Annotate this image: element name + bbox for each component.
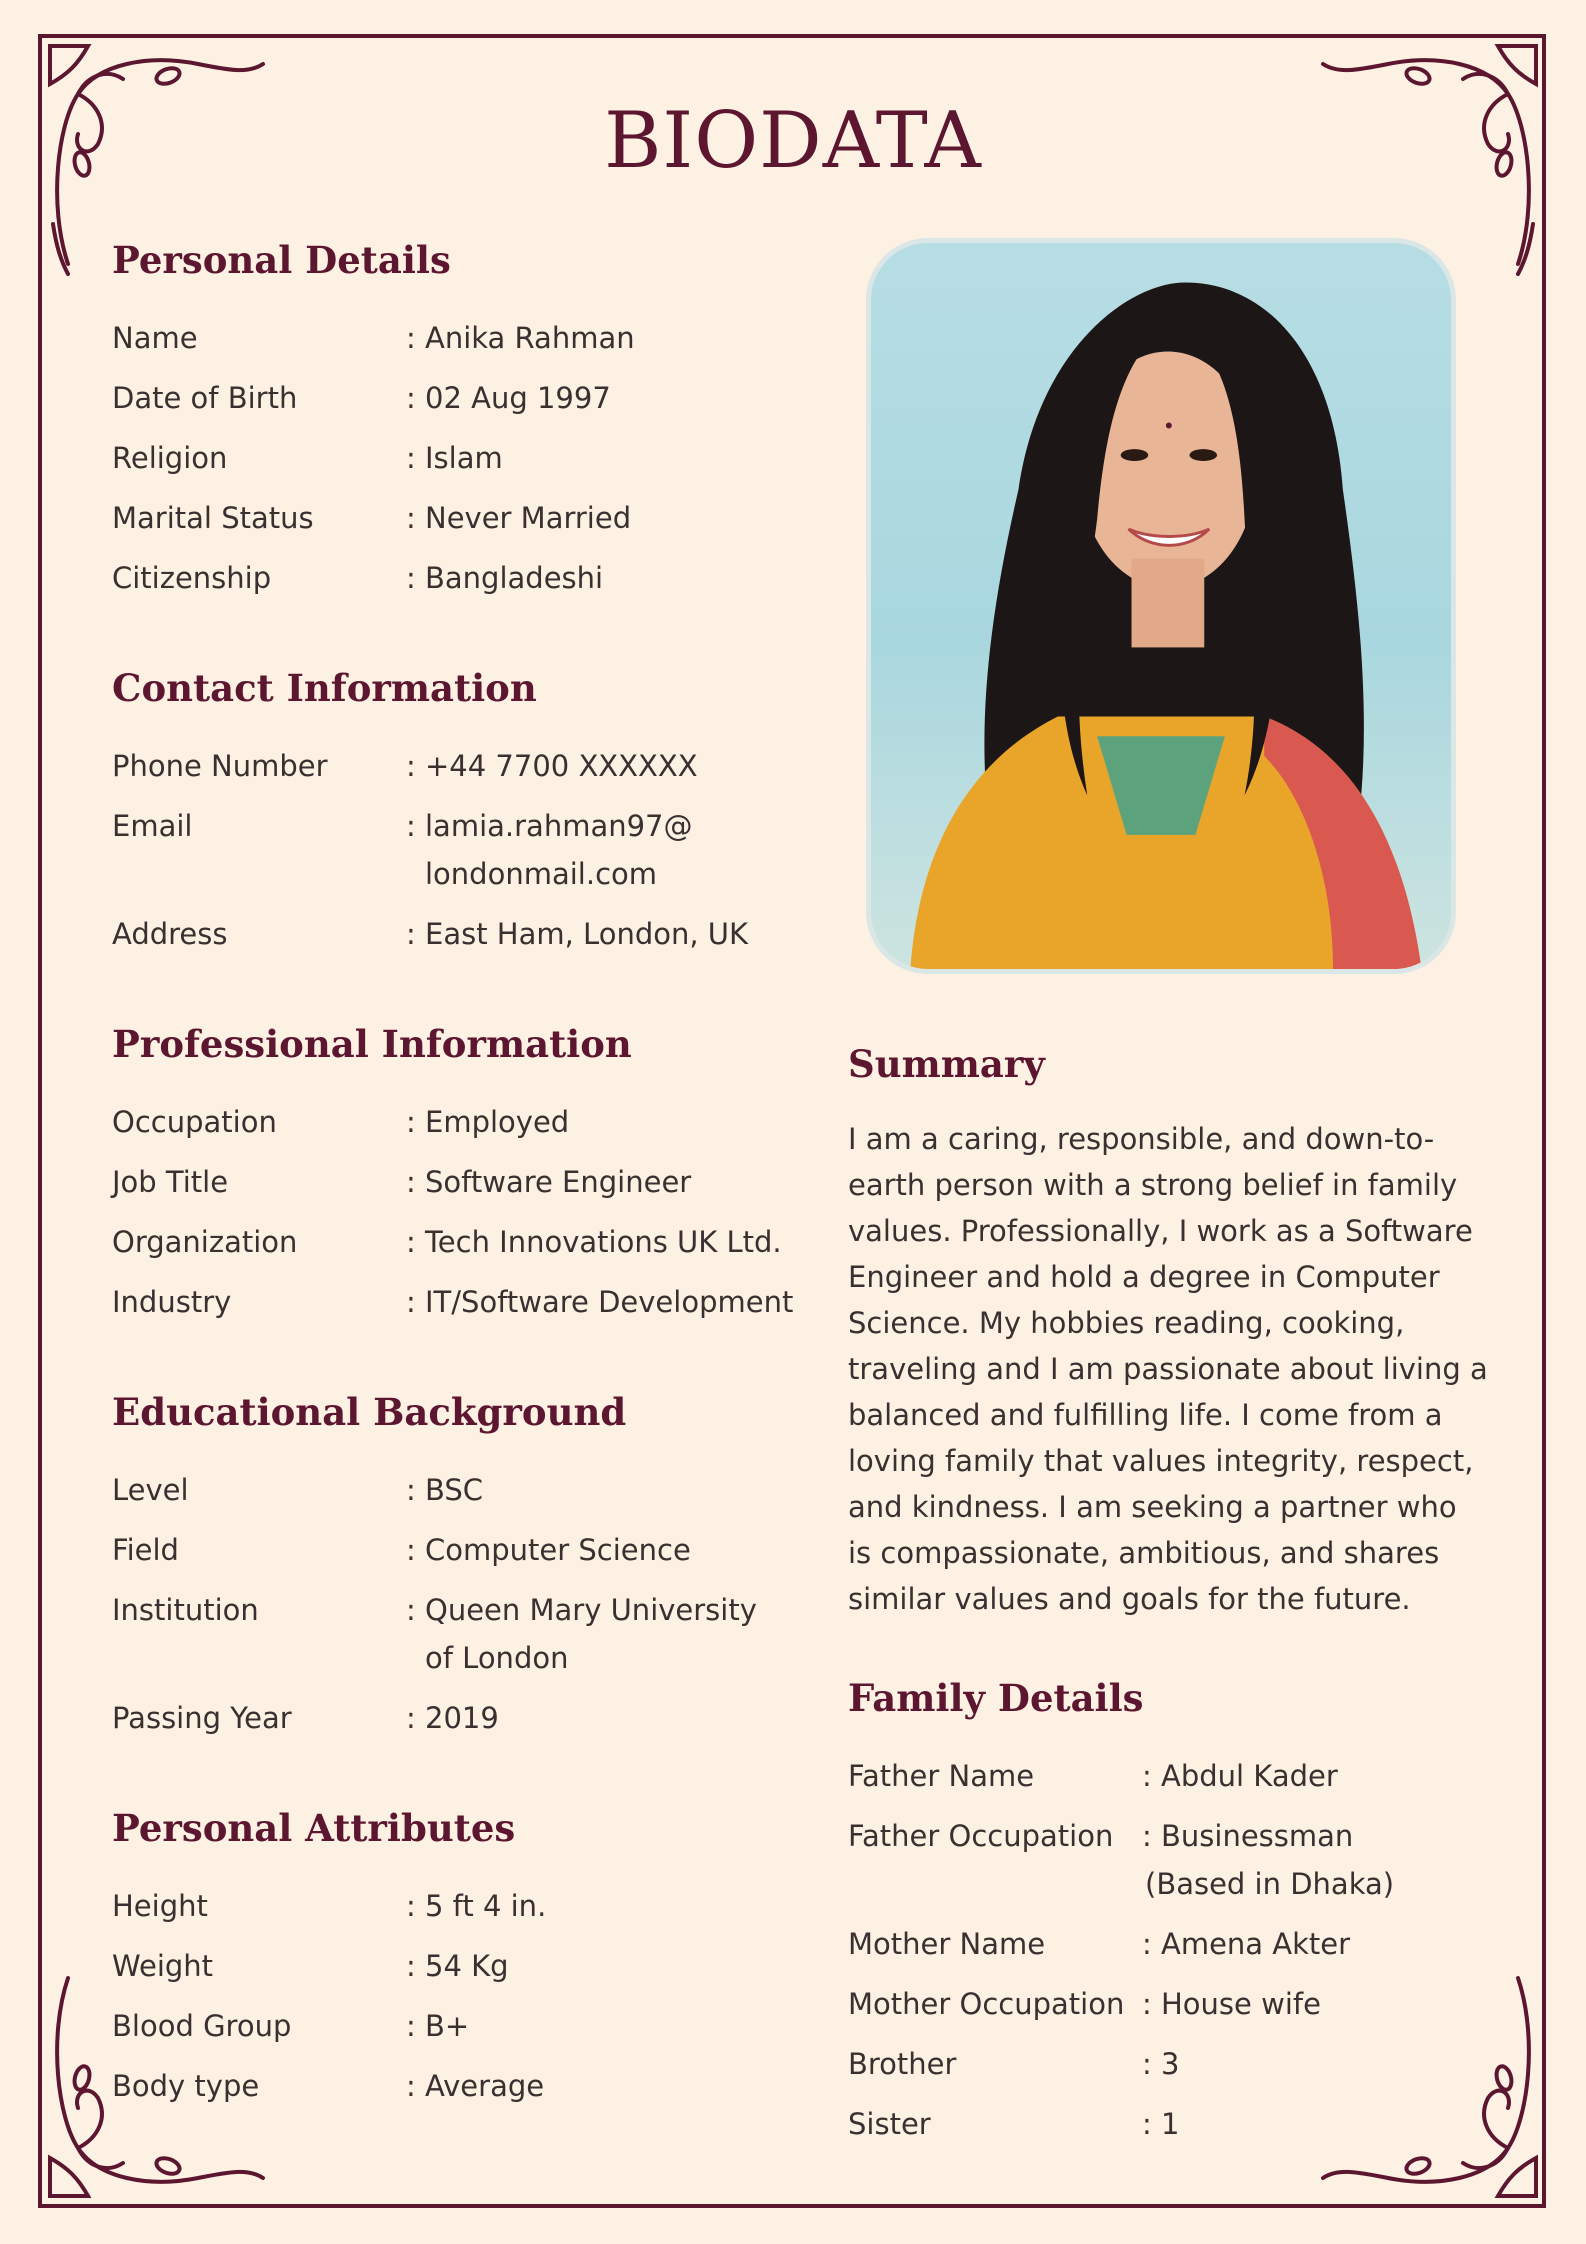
row-value: : BSC (406, 1466, 483, 1514)
row-label: Marital Status (112, 501, 314, 535)
institution-value-line2: of London (425, 1641, 569, 1675)
row-label: Sister (848, 2107, 931, 2141)
contact-information-heading: Contact Information (112, 666, 537, 710)
row-label: Date of Birth (112, 381, 298, 415)
row-label: Job Title (112, 1165, 229, 1199)
row-label: Name (112, 321, 198, 355)
row-value: : Bangladeshi (406, 554, 603, 602)
email-value: : lamia.rahman97@ (406, 802, 693, 850)
row-label: Body type (112, 2069, 260, 2103)
row-label: Mother Occupation (848, 1987, 1125, 2021)
row-value: : +44 7700 XXXXXX (406, 742, 698, 790)
row-value: : Software Engineer (406, 1158, 691, 1206)
summary-heading: Summary (848, 1042, 1045, 1086)
row-label: Industry (112, 1285, 232, 1319)
row-label: Email (112, 809, 193, 843)
row-value: : 2019 (406, 1694, 499, 1742)
row-label: Weight (112, 1949, 214, 1983)
row-value: : Employed (406, 1098, 569, 1146)
row-value: : 5 ft 4 in. (406, 1882, 546, 1930)
corner-ornament-bottom-right (1288, 1948, 1548, 2208)
educational-background-heading: Educational Background (112, 1390, 627, 1434)
row-label: Level (112, 1473, 189, 1507)
row-value: : B+ (406, 2002, 469, 2050)
row-value: : IT/Software Development (406, 1278, 793, 1326)
row-label: Father Name (848, 1759, 1035, 1793)
row-value: : Islam (406, 434, 503, 482)
row-label: Height (112, 1889, 208, 1923)
profile-photo (866, 238, 1456, 974)
row-label: Field (112, 1533, 179, 1567)
row-label: Occupation (112, 1105, 277, 1139)
row-value: : Computer Science (406, 1526, 691, 1574)
row-label: Mother Name (848, 1927, 1046, 1961)
row-value: : 3 (1142, 2040, 1179, 2088)
row-value: : East Ham, London, UK (406, 910, 748, 958)
professional-information-heading: Professional Information (112, 1022, 632, 1066)
row-label: Institution (112, 1593, 259, 1627)
summary-text: I am a caring, responsible, and down-to-earth person with a strong belief in family values. Professionally, I work as a Software Engineer and hold a degree in Computer Science. My hobbies reading, cooking, traveling and I am passionate about living a balanced and fulfilling life. I come from a loving family that values integrity, respect, and kindness. I am seeking a partner who is compassionate, ambitious, and shares similar values and goals for the future. (848, 1122, 1488, 1616)
row-label: Phone Number (112, 749, 328, 783)
row-label: Religion (112, 441, 228, 475)
row-value: : 02 Aug 1997 (406, 374, 611, 422)
personal-attributes-heading: Personal Attributes (112, 1806, 516, 1850)
row-value: : Average (406, 2062, 544, 2110)
row-label: Citizenship (112, 561, 272, 595)
row-label: Passing Year (112, 1701, 292, 1735)
row-value: : Never Married (406, 494, 631, 542)
row-value: : Tech Innovations UK Ltd. (406, 1218, 782, 1266)
personal-details-heading: Personal Details (112, 238, 451, 282)
row-value: : 54 Kg (406, 1942, 509, 1990)
row-label: Blood Group (112, 2009, 292, 2043)
row-label: Father Occupation (848, 1819, 1114, 1853)
row-label: Brother (848, 2047, 957, 2081)
family-details-heading: Family Details (848, 1676, 1144, 1720)
row-value: : House wife (1142, 1980, 1321, 2028)
row-label: Address (112, 917, 228, 951)
row-value: : 1 (1142, 2100, 1179, 2148)
row-label: Organization (112, 1225, 298, 1259)
father-occupation-value: : Businessman (1142, 1812, 1353, 1860)
father-occupation-value-line2: (Based in Dhaka) (1145, 1867, 1395, 1901)
row-value: : Anika Rahman (406, 314, 635, 362)
row-value: : Abdul Kader (1142, 1752, 1338, 1800)
institution-value: : Queen Mary University (406, 1586, 757, 1634)
row-value: : Amena Akter (1142, 1920, 1350, 1968)
email-value-line2: londonmail.com (425, 857, 657, 891)
page-title: BIODATA (604, 96, 982, 186)
